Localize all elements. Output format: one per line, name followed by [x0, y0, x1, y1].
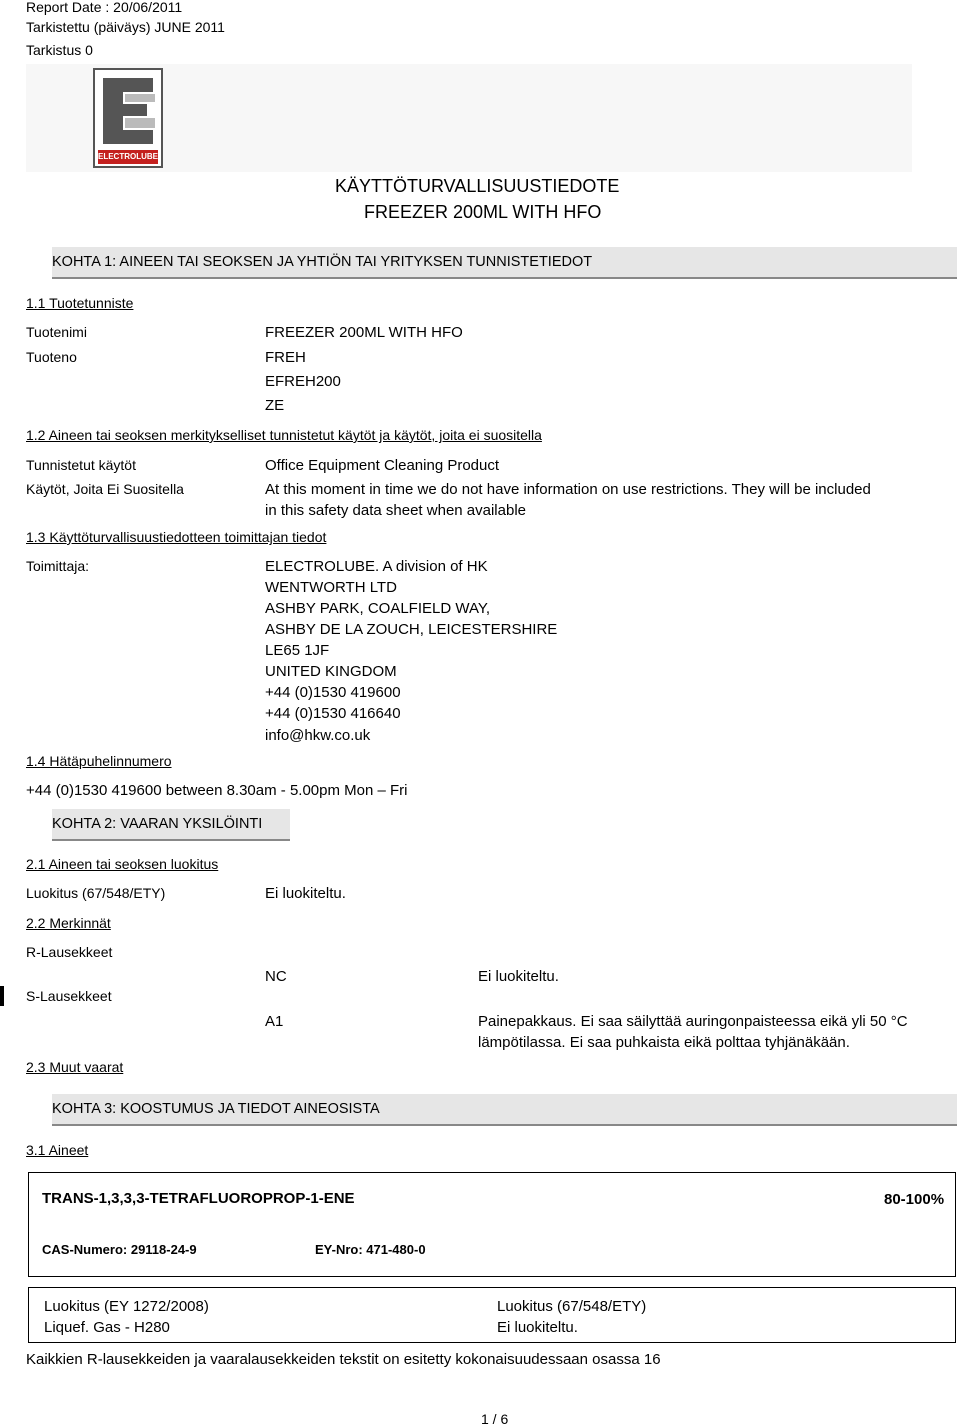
subsection-1-3: 1.3 Käyttöturvallisuustiedotteen toimittajan tiedot — [26, 529, 327, 545]
s-phrase-text-line-1: Painepakkaus. Ei saa säilyttää auringonpaisteessa eikä yli 50 °C — [478, 1013, 908, 1030]
dsd-classification-label: Luokitus (67/548/ETY) — [497, 1298, 647, 1315]
logo-e-icon — [101, 76, 157, 146]
dsd-classification-value: Ei luokiteltu. — [497, 1319, 578, 1336]
section-2-header — [52, 809, 290, 841]
uses-advised-against-label: Käytöt, Joita Ei Suositella — [26, 481, 184, 497]
substance-box — [28, 1172, 956, 1277]
section-1-title: KOHTA 1: AINEEN TAI SEOKSEN JA YHTIÖN TAI YRITYKSEN TUNNISTETIEDOT — [52, 254, 593, 270]
revision-number: Tarkistus 0 — [26, 42, 93, 58]
supplier-label: Toimittaja: — [26, 558, 90, 574]
s-phrase-code: A1 — [265, 1013, 284, 1030]
page-number: 1 / 6 — [481, 1411, 509, 1427]
logo-brand-text: ELECTROLUBE — [98, 150, 158, 164]
identified-uses-value: Office Equipment Cleaning Product — [265, 457, 500, 474]
product-no-1: FREH — [265, 349, 306, 366]
change-marker — [0, 986, 4, 1006]
s-phrases-label: S-Lausekkeet — [26, 988, 112, 1004]
clp-classification-label: Luokitus (EY 1272/2008) — [44, 1298, 209, 1315]
subsection-3-1: 3.1 Aineet — [26, 1142, 89, 1158]
subsection-1-1: 1.1 Tuotetunniste — [26, 295, 134, 311]
subsection-2-1: 2.1 Aineen tai seoksen luokitus — [26, 856, 219, 872]
supplier-line: ELECTROLUBE. A division of HK — [265, 558, 488, 575]
subsection-2-2: 2.2 Merkinnät — [26, 915, 111, 931]
product-name-label: Tuotenimi — [26, 324, 87, 340]
supplier-email: info@hkw.co.uk — [265, 727, 371, 744]
document-title: KÄYTTÖTURVALLISUUSTIEDOTE — [335, 176, 620, 196]
section-3-title: KOHTA 3: KOOSTUMUS JA TIEDOT AINEOSISTA — [52, 1101, 380, 1117]
classification-value: Ei luokiteltu. — [265, 885, 346, 902]
supplier-line: LE65 1JF — [265, 642, 330, 659]
section-2-title: KOHTA 2: VAARAN YKSILÖINTI — [52, 816, 263, 832]
classification-label: Luokitus (67/548/ETY) — [26, 885, 166, 901]
electrolube-logo — [93, 68, 163, 168]
r-phrase-code: NC — [265, 968, 287, 985]
emergency-number: +44 (0)1530 419600 between 8.30am - 5.00pm Mon – Fri — [26, 782, 408, 799]
revision-date: Tarkistettu (päiväys) JUNE 2011 — [26, 19, 225, 35]
identified-uses-label: Tunnistetut käytöt — [26, 457, 136, 473]
supplier-phone: +44 (0)1530 419600 — [265, 684, 401, 701]
cas-number: CAS-Numero: 29118-24-9 — [42, 1242, 197, 1257]
r-phrase-text: Ei luokiteltu. — [478, 968, 559, 985]
section-16-note: Kaikkien R-lausekkeiden ja vaaralausekkeiden tekstit on esitetty kokonaisuudessaan osassa 16 — [26, 1351, 661, 1368]
product-title: FREEZER 200ML WITH HFO — [364, 202, 602, 222]
r-phrases-label: R-Lausekkeet — [26, 944, 113, 960]
substance-percentage: 80-100% — [884, 1191, 945, 1208]
ec-number: EY-Nro: 471-480-0 — [315, 1242, 426, 1257]
supplier-fax: +44 (0)1530 416640 — [265, 705, 401, 722]
supplier-line: UNITED KINGDOM — [265, 663, 397, 680]
substance-name: TRANS-1,3,3,3-TETRAFLUOROPROP-1-ENE — [42, 1190, 355, 1207]
s-phrase-text-line-2: lämpötilassa. Ei saa puhkaista eikä polttaa tyhjänäkään. — [478, 1034, 850, 1051]
subsection-1-4: 1.4 Hätäpuhelinnumero — [26, 753, 172, 769]
supplier-line: ASHBY DE LA ZOUCH, LEICESTERSHIRE — [265, 621, 558, 638]
supplier-line: WENTWORTH LTD — [265, 579, 397, 596]
uses-advised-against-line-2: in this safety data sheet when available — [265, 502, 526, 519]
section-3-header — [52, 1094, 957, 1126]
section-1-header — [52, 247, 957, 279]
subsection-1-2: 1.2 Aineen tai seoksen merkitykselliset tunnistetut käytöt ja käytöt, joita ei suositella — [26, 427, 542, 443]
supplier-line: ASHBY PARK, COALFIELD WAY, — [265, 600, 491, 617]
subsection-2-3: 2.3 Muut vaarat — [26, 1059, 124, 1075]
uses-advised-against-line-1: At this moment in time we do not have information on use restrictions. They will be included — [265, 481, 871, 498]
product-no-3: ZE — [265, 397, 285, 414]
product-name-value: FREEZER 200ML WITH HFO — [265, 324, 463, 341]
product-no-label: Tuoteno — [26, 349, 77, 365]
product-no-2: EFREH200 — [265, 373, 341, 390]
clp-classification-value: Liquef. Gas - H280 — [44, 1319, 170, 1336]
report-date: Report Date : 20/06/2011 — [26, 0, 183, 15]
